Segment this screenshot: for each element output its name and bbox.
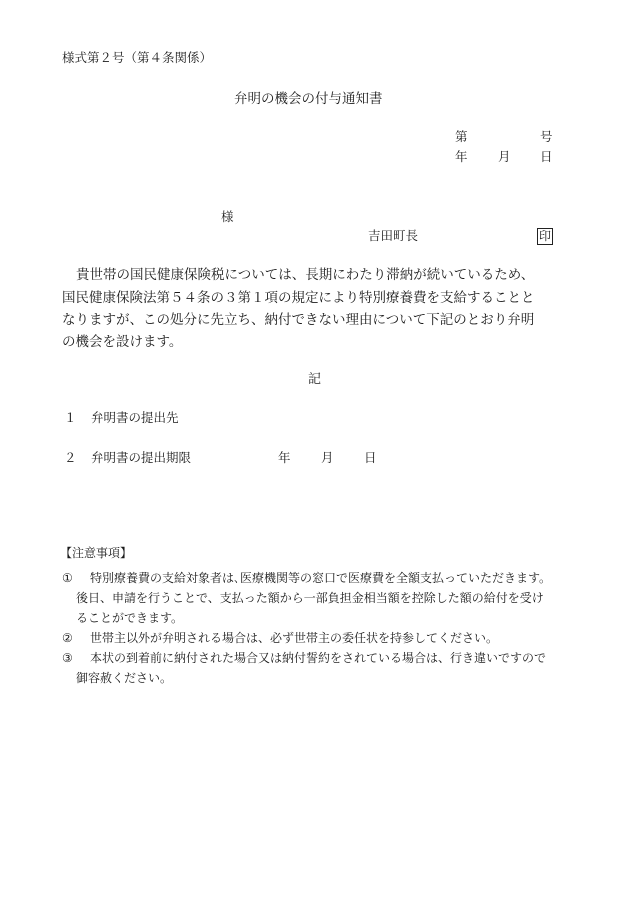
item-2-number: ２ [64,450,77,465]
note-2-line-1: 世帯主以外が弁明される場合は、必ず世帯主の委任状を持参してください。 [90,631,499,645]
item-2-year: 年 [278,450,291,465]
body-line-2: 国民健康保険法第５４条の３第１項の規定により特別療養費を支給することと [62,290,535,306]
date-month: 月 [498,149,511,164]
note-1-marker: ① [62,571,73,585]
note-1-line-1: 特別療養費の支給対象者は､医療機関等の窓口で医療費を全額支払っていただきます。 [90,571,552,585]
sender-name: 吉田町長 [368,228,419,243]
note-3-line-1: 本状の到着前に納付された場合又は納付誓約をされている場合は、行き違いですので [90,651,547,665]
item-1-label: 弁明書の提出先 [91,410,179,425]
item-2-label: 弁明書の提出期限 [91,450,192,465]
note-3-marker: ③ [62,651,73,665]
body-line-3: なりますが、この処分に先立ち、納付できない理由について下記のとおり弁明 [62,312,535,328]
notes-heading: 【注意事項】 [60,546,133,560]
seal-stamp: 印 [538,229,551,243]
doc-number-go: 号 [540,129,553,144]
document-title: 弁明の機会の付与通知書 [234,91,383,107]
body-line-4: の機会を設けます。 [62,334,183,350]
item-2-day: 日 [364,450,377,465]
doc-number-dai: 第 [455,129,468,144]
recipient-suffix: 様 [221,209,234,224]
note-3-line-2: 御容赦ください。 [76,671,173,685]
note-1-line-2: 後日、申請を行うことで、支払った額から一部負担金相当額を控除した額の給付を受け [76,591,544,605]
note-2-marker: ② [62,631,73,645]
note-1-line-3: ることができます。 [76,611,184,625]
date-year: 年 [455,149,468,164]
ki-heading: 記 [308,372,322,387]
body-line-1: 貴世帯の国民健康保険税については、長期にわたり滞納が続いているため、 [76,267,535,283]
form-number: 様式第２号（第４条関係） [62,50,213,65]
item-2-month: 月 [321,450,334,465]
item-1-number: １ [64,410,77,425]
date-day: 日 [540,149,553,164]
